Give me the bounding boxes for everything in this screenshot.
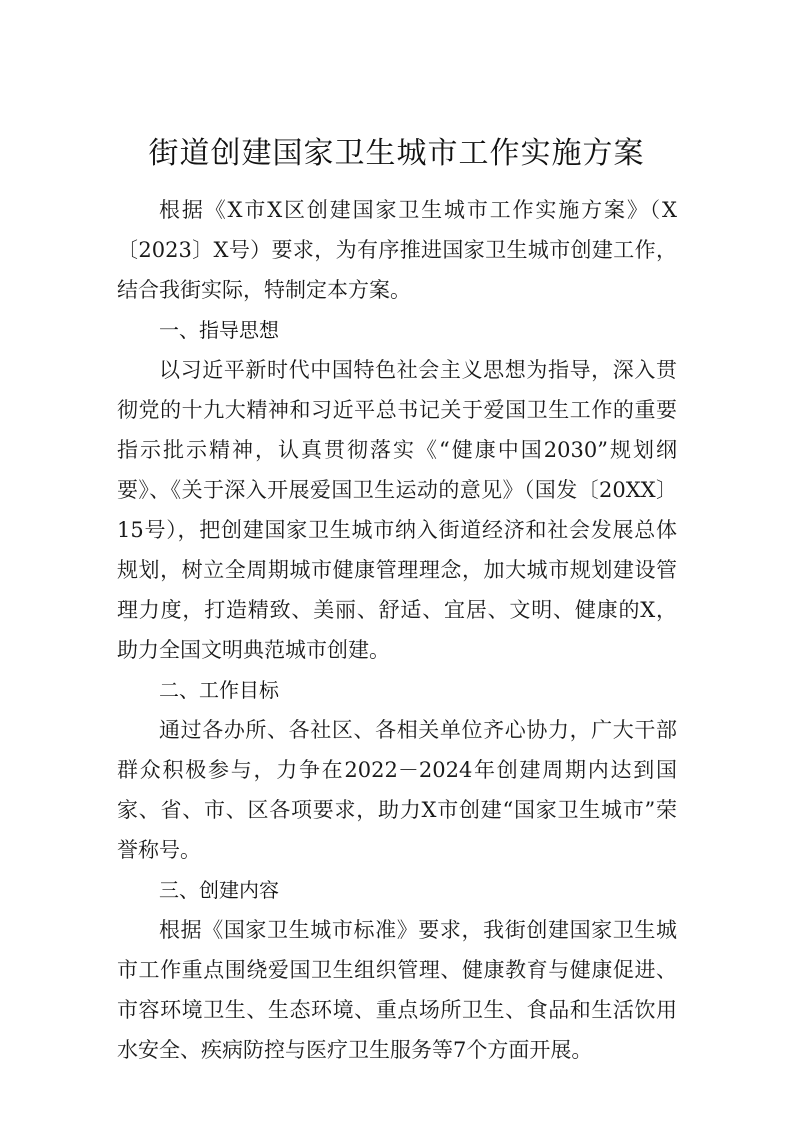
- document-body: [117, 190, 677, 1070]
- section-body-creation-content: 根据《国家卫生城市标准》要求，我街创建国家卫生城市工作重点围绕爱国卫生组织管理、健康教育与健康促进、市容环境卫生、生态环境、重点场所卫生、食品和生活饮用水安全、疾病防控与医疗卫生服务等7个方面开展。: [117, 918, 677, 1062]
- document-title: 街道创建国家卫生城市工作实施方案: [148, 136, 645, 171]
- section-heading-creation-content: 三、创建内容: [159, 878, 279, 902]
- section-heading-work-goals: 二、工作目标: [159, 678, 279, 702]
- section-heading-guiding-ideology: 一、指导思想: [159, 318, 279, 342]
- intro-paragraph: 根据《X市X区创建国家卫生城市工作实施方案》（X〔2023〕X号）要求，为有序推进国家卫生城市创建工作，结合我街实际，特制定本方案。: [117, 198, 677, 302]
- section-body-work-goals: 通过各办所、各社区、各相关单位齐心协力，广大干部群众积极参与，力争在2022－2024年创建周期内达到国家、省、市、区各项要求，助力X市创建“国家卫生城市”荣誉称号。: [117, 718, 677, 862]
- section-body-guiding-ideology: 以习近平新时代中国特色社会主义思想为指导，深入贯彻党的十九大精神和习近平总书记关于爱国卫生工作的重要指示批示精神，认真贯彻落实《“健康中国2030”规划纲要》、《关于深入开展爱国卫生运动的意见》（国发〔20XX〕15号），把创建国家卫生城市纳入街道经济和社会发展总体规划，树立全周期城市健康管理理念，加大城市规划建设管理力度，打造精致、美丽、舒适、宜居、文明、健康的X，助力全国文明典范城市创建。: [117, 358, 677, 662]
